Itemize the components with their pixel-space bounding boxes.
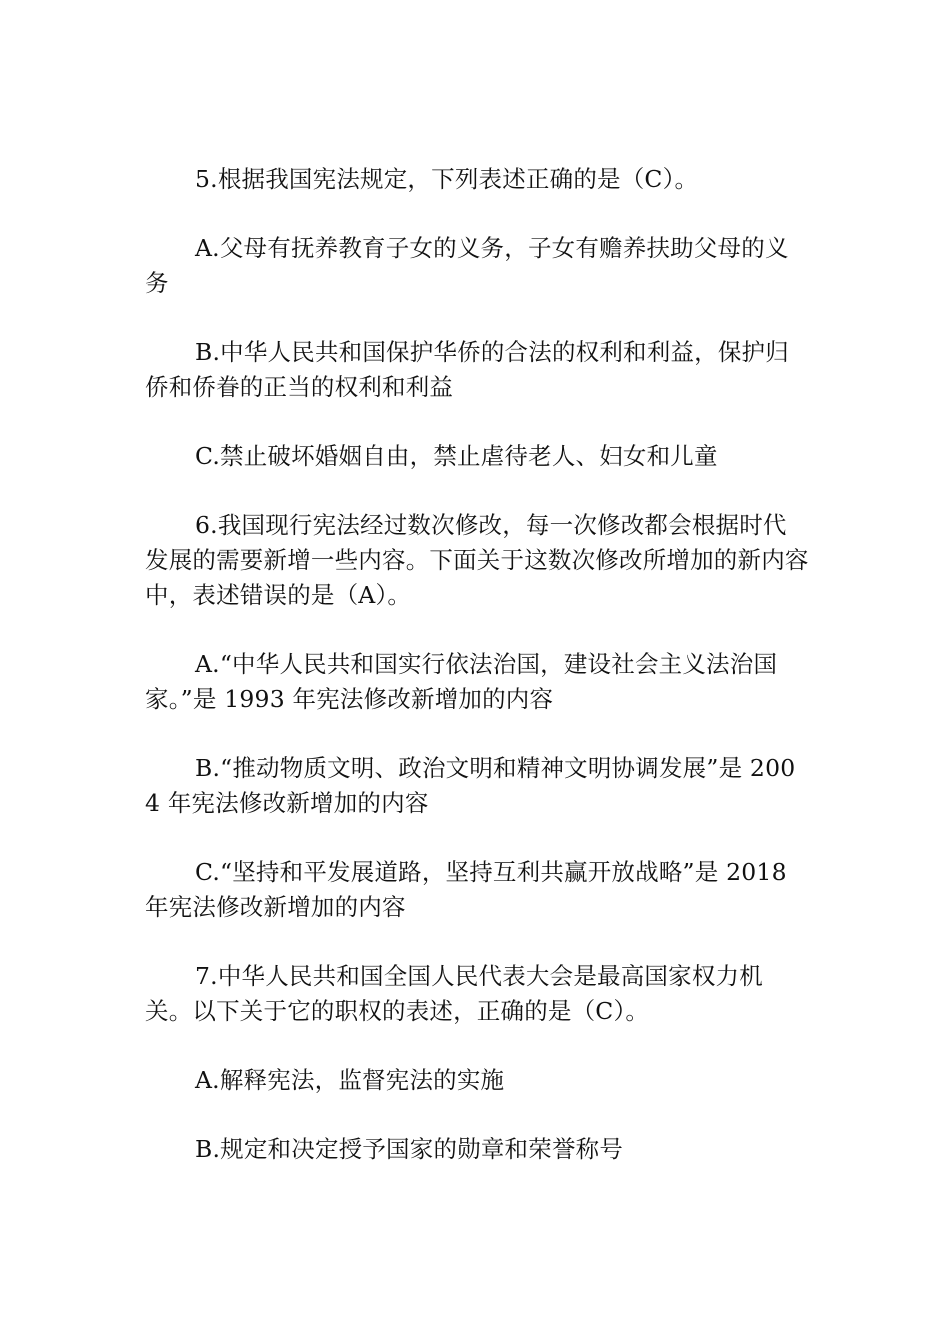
question-7-option-a: A.解释宪法，监督宪法的实施 [195,1066,505,1094]
question-5-option-b: B.中华人民共和国保护华侨的合法的权利和利益，保护归侨和侨眷的正当的权利和利益 [145,338,789,401]
question-5-option-c: C.禁止破坏婚姻自由，禁止虐待老人、妇女和儿童 [195,442,718,470]
question-6-option-a: A.“中华人民共和国实行依法治国，建设社会主义法治国家。”是 1993 年宪法修改新增加的内容 [145,650,778,713]
question-6-stem: 6.我国现行宪法经过数次修改，每一次修改都会根据时代发展的需要新增一些内容。下面关于这数次修改所增加的新内容中，表述错误的是（A）。 [145,511,809,609]
question-6-option-b: B.“推动物质文明、政治文明和精神文明协调发展”是 2004 年宪法修改新增加的内容 [145,754,796,817]
question-5-stem: 5.根据我国宪法规定，下列表述正确的是（C）。 [195,165,699,193]
question-7-stem: 7.中华人民共和国全国人民代表大会是最高国家权力机关。以下关于它的职权的表述，正确的是（C）。 [145,962,763,1025]
question-5-option-a: A.父母有抚养教育子女的义务，子女有赡养扶助父母的义务 [145,234,789,297]
question-6-option-c: C.“坚持和平发展道路，坚持互利共赢开放战略”是 2018 年宪法修改新增加的内容 [145,858,787,921]
document-body [145,162,809,1201]
question-7-option-b: B.规定和决定授予国家的勋章和荣誉称号 [195,1135,624,1163]
